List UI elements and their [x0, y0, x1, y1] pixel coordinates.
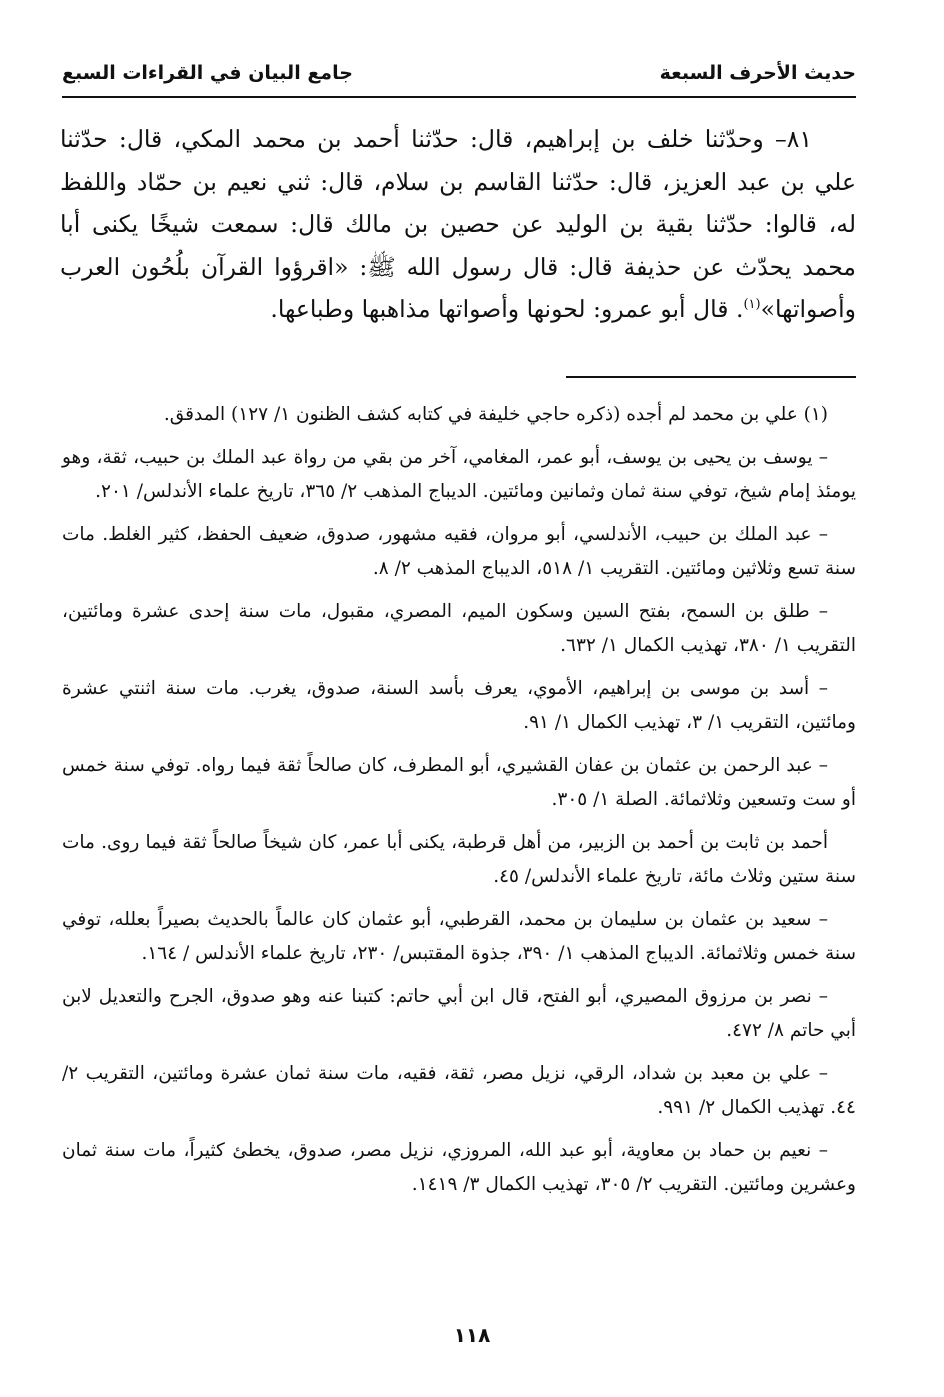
- footnote-item: – علي بن معبد بن شداد، الرقي، نزيل مصر، ثقة، فقيه، مات سنة ثمان عشرة ومائتين، التقريب ٢/ ٤٤. تهذيب الكمال ٢/ ٩٩١.: [62, 1063, 856, 1118]
- footnote-item: – نصر بن مرزوق المصيري، أبو الفتح، قال ابن أبي حاتم: كتبنا عنه وهو صدوق، الجرح والتعديل لابن أبي حاتم ٨/ ٤٧٢.: [62, 986, 856, 1041]
- header-chapter-title: حديث الأحرف السبعة: [659, 62, 856, 84]
- running-header: [62, 62, 856, 92]
- hadith-text-end: . قال أبو عمرو: لحونها وأصواتها مذاهبها وطباعها.: [270, 295, 744, 323]
- footnote-item: – نعيم بن حماد بن معاوية، أبو عبد الله، المروزي، نزيل مصر، صدوق، يخطئ كثيراً، مات سنة ثمان وعشرين ومائتين. التقريب ٢/ ٣٠٥، تهذيب الكمال ٣/ ١٤١٩.: [62, 1140, 856, 1195]
- hadith-paragraph: [60, 118, 856, 331]
- footnote-item: – سعيد بن عثمان بن سليمان بن محمد، القرطبي، أبو عثمان كان عالماً بالحديث بصيراً بعلله، توفي سنة خمس وثلاثمائة. الديباج المذهب ١/ ٣٩٠، جذوة المقتبس/ ٢٣٠، تاريخ علماء الأندلس / ١٦٤.: [62, 909, 856, 964]
- footnote-separator: [566, 376, 856, 378]
- footnote-item: (١) علي بن محمد لم أجده (ذكره حاجي خليفة في كتابه كشف الظنون ١/ ١٢٧) المدقق.: [163, 404, 828, 425]
- footnote-item: أحمد بن ثابت بن أحمد بن الزبير، من أهل قرطبة، يكنى أبا عمر، كان شيخاً صالحاً ثقة فيما روى. مات سنة ستين وثلاث مائة، تاريخ علماء الأندلس/ ٤٥.: [62, 832, 856, 887]
- header-rule: [62, 96, 856, 98]
- footnote-item: – عبد الملك بن حبيب، الأندلسي، أبو مروان، فقيه مشهور، صدوق، ضعيف الحفظ، كثير الغلط. مات سنة تسع وثلاثين ومائتين. التقريب ١/ ٥١٨، الديباج المذهب ٢/ ٨.: [62, 524, 856, 579]
- footnotes: [62, 398, 856, 1211]
- page-number: ١١٨: [453, 1323, 491, 1347]
- footnote-item: – يوسف بن يحيى بن يوسف، أبو عمر، المغامي، آخر من بقي من رواة عبد الملك بن حبيب، ثقة، وهو يومئذ إمام شيخ، توفي سنة ثمان وثمانين ومائتين. الديباج المذهب ٢/ ٣٦٥، تاريخ علماء الأندلس/ ٢٠١.: [62, 447, 856, 502]
- footnote-item: – عبد الرحمن بن عثمان بن عفان القشيري، أبو المطرف، كان صالحاً ثقة فيما رواه. توفي سنة خمس أو ست وتسعين وثلاثمائة. الصلة ١/ ٣٠٥.: [62, 755, 856, 810]
- header-book-title: جامع البيان في القراءات السبع: [62, 62, 353, 84]
- footnote-item: – طلق بن السمح، بفتح السين وسكون الميم، المصري، مقبول، مات سنة إحدى عشرة ومائتين، التقريب ١/ ٣٨٠، تهذيب الكمال ١/ ٦٣٢.: [62, 601, 856, 656]
- hadith-text: ٨١– وحدّثنا خلف بن إبراهيم، قال: حدّثنا أحمد بن محمد المكي، قال: حدّثنا علي بن عبد العزيز، قال: حدّثنا القاسم بن سلام، قال: ثني نعيم بن حمّاد واللفظ له، قالوا: حدّثنا بقية بن الوليد عن حصين بن مالك قال: سمعت شيخًا يكنى أبا محمد يحدّث عن حذيفة قال: قال رسول الله ﷺ: «اقرؤوا القرآن بلُحُون العرب وأصواتها»: [60, 125, 856, 323]
- footnote-item: – أسد بن موسى بن إبراهيم، الأموي، يعرف بأسد السنة، صدوق، يغرب. مات سنة اثنتي عشرة ومائتين، التقريب ١/ ٣، تهذيب الكمال ١/ ٩١.: [62, 678, 856, 733]
- footnote-reference: (١): [743, 297, 761, 313]
- main-text: [60, 118, 856, 331]
